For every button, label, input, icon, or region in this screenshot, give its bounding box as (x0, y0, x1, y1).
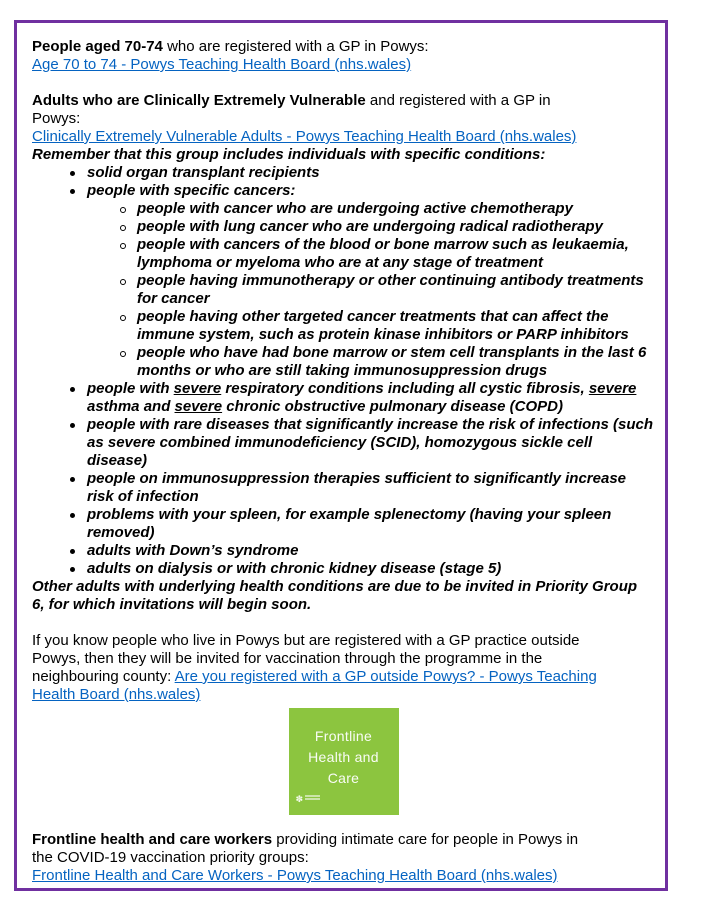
list-item (32, 506, 655, 542)
list-item (32, 182, 655, 200)
bullet-icon (70, 506, 87, 518)
list-item (32, 272, 655, 308)
frontline-heading-rest: providing intimate care for people in Powys in (272, 831, 579, 848)
para-cev-heading (32, 92, 655, 128)
gp-outside-line3-text: neighbouring county: (32, 668, 175, 685)
age70-link[interactable]: Age 70 to 74 - Powys Teaching Health Board (nhs.wales) (32, 56, 412, 73)
list-item-text: people on immunosuppression therapies sufficient to significantly increase risk of infection (87, 470, 627, 505)
circle-bullet-icon (120, 272, 137, 285)
list-item (32, 344, 655, 380)
para-age70-link (32, 56, 655, 74)
frontline-heading-line2: the COVID-19 vaccination priority groups: (32, 849, 309, 866)
frontline-heading-line1 (32, 831, 655, 849)
frontline-link[interactable]: Frontline Health and Care Workers - Powys Teaching Health Board (nhs.wales) (32, 867, 558, 884)
list-item (32, 164, 655, 182)
cev-heading-line2: Powys: (32, 110, 81, 127)
bullet-icon (70, 542, 87, 554)
nhs-logo-text-lines (305, 794, 320, 801)
list-item-text: adults with Down’s syndrome (87, 542, 299, 559)
bullet-icon (70, 182, 87, 194)
bullet-icon (70, 164, 87, 176)
list-item (32, 308, 655, 344)
list-item (32, 470, 655, 506)
list-item-text: people with severe respiratory conditions including all cystic fibrosis, severe asthma and severe chronic obstructive pulmonary disease (COPD) (87, 380, 637, 415)
list-item-text: people with lung cancer who are undergoing radical radiotherapy (137, 218, 603, 235)
circle-bullet-icon (120, 236, 137, 249)
list-item (32, 200, 655, 218)
list-item-text: problems with your spleen, for example splenectomy (having your spleen removed) (87, 506, 612, 541)
bullet-icon (70, 560, 87, 572)
list-item-text: people having immunotherapy or other continuing antibody treatments for cancer (137, 272, 644, 307)
bullet-icon (70, 380, 87, 392)
list-item-text: solid organ transplant recipients (87, 164, 320, 181)
list-item-text: people with cancer who are undergoing active chemotherapy (137, 200, 573, 217)
gp-outside-line1: If you know people who live in Powys but are registered with a GP practice outside (32, 632, 580, 649)
list-item-text: people with cancers of the blood or bone marrow such as leukaemia, lymphoma or myeloma who are at any stage of treatment (137, 236, 629, 271)
list-item (32, 560, 655, 578)
gp-outside-line2: Powys, then they will be invited for vaccination through the programme in the (32, 650, 543, 667)
cev-heading-bold: Adults who are Clinically Extremely Vulnerable (32, 92, 366, 109)
gp-outside-line3 (32, 668, 655, 686)
cev-heading-rest: and registered with a GP in (365, 92, 551, 109)
age70-heading-bold: People aged 70-74 (32, 38, 163, 55)
cev-heading-line1 (32, 92, 655, 110)
cev-link[interactable]: Clinically Extremely Vulnerable Adults - Powys Teaching Health Board (nhs.wales) (32, 128, 577, 145)
cev-remember-note: Remember that this group includes individuals with specific conditions: (32, 146, 546, 163)
nhs-wales-logo-icon (296, 787, 321, 808)
nhs-flower-icon (296, 787, 304, 808)
para-gp-outside (32, 632, 655, 704)
para-frontline-link (32, 867, 655, 885)
list-item (32, 236, 655, 272)
bullet-icon (70, 470, 87, 482)
other-adults-line1: Other adults with underlying health conditions are due to be invited in Priority Group (32, 578, 638, 595)
list-item-text: people who have had bone marrow or stem cell transplants in the last 6 months or who are still taking immunosuppression drugs (137, 344, 647, 379)
frontline-health-care-image (289, 708, 399, 815)
circle-bullet-icon (120, 308, 137, 321)
frontline-image-caption: Frontline Health and Care (308, 728, 379, 786)
other-adults-line2: 6, for which invitations will begin soon. (32, 596, 312, 613)
spacer (32, 614, 655, 632)
list-item-text: people with specific cancers: (87, 182, 296, 199)
list-item-text: people with rare diseases that significantly increase the risk of infections (such as severe combined immunodeficiency (SCID), homozygous sickle cell disease) (87, 416, 654, 469)
document-page (14, 20, 668, 891)
para-frontline-heading (32, 831, 655, 867)
para-other-adults (32, 578, 655, 614)
circle-bullet-icon (120, 200, 137, 213)
list-item (32, 416, 655, 470)
list-item (32, 380, 655, 416)
spacer (32, 74, 655, 92)
bullet-icon (70, 416, 87, 428)
circle-bullet-icon (120, 344, 137, 357)
age70-heading-rest: who are registered with a GP in Powys: (162, 38, 429, 55)
gp-outside-link-part1[interactable]: Are you registered with a GP outside Powys? - Powys Teaching (174, 668, 597, 685)
list-item (32, 542, 655, 560)
circle-bullet-icon (120, 218, 137, 231)
para-cev-link (32, 128, 655, 146)
list-item-text: people having other targeted cancer treatments that can affect the immune system, such as protein kinase inhibitors or PARP inhibitors (137, 308, 629, 343)
list-item (32, 218, 655, 236)
list-item-text: adults on dialysis or with chronic kidney disease (stage 5) (87, 560, 502, 577)
para-age70-heading (32, 38, 655, 56)
gp-outside-link-part2[interactable]: Health Board (nhs.wales) (32, 686, 201, 703)
frontline-heading-bold: Frontline health and care workers (32, 831, 273, 848)
